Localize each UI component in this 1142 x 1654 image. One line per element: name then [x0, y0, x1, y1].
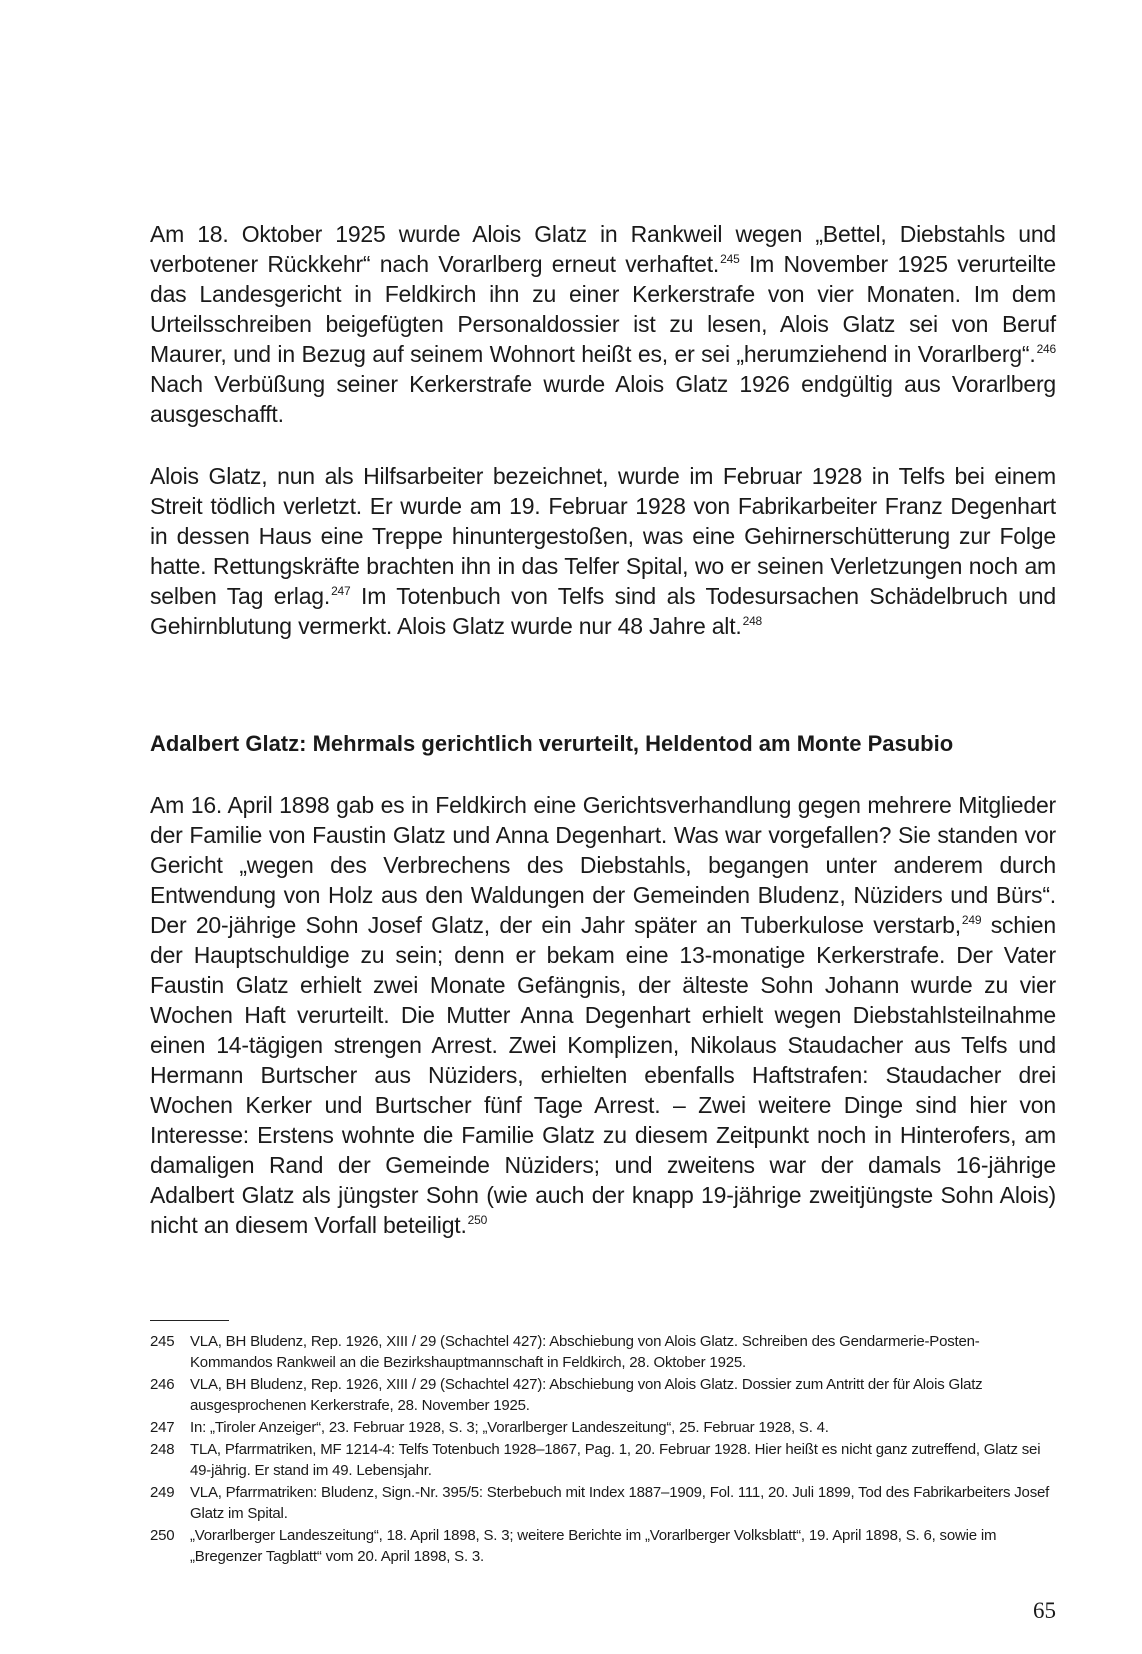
footnote-item [150, 1331, 1056, 1373]
footnote-number: 246 [150, 1376, 175, 1393]
paragraph-text: Nach Verbüßung seiner Kerkerstrafe wurde Alois Glatz 1926 endgültig aus Vorarlberg ausgeschafft. [150, 371, 1056, 427]
footnote-text: VLA, Pfarrmatriken: Bludenz, Sign.-Nr. 395/5: Sterbebuch mit Index 1887–1909, Fol. 111, 20. Juli 1899, Tod des Fabrikarbeiters Josef Glatz im Spital. [190, 1484, 1050, 1522]
page-number: 65 [1033, 1598, 1056, 1623]
footnote-reference-250[interactable]: 250 [467, 1213, 488, 1227]
footnote-item [150, 1417, 1056, 1438]
footnote-number: 248 [150, 1441, 175, 1458]
body-paragraph-3 [150, 790, 1056, 1240]
footnote-item [150, 1482, 1056, 1524]
footnote-number: 249 [150, 1484, 175, 1501]
footnote-text: TLA, Pfarrmatriken, MF 1214-4: Telfs Totenbuch 1928–1867, Pag. 1, 20. Februar 1928. Hier heißt es nicht ganz zutreffend, Glatz sei 49-jährig. Er stand im 49. Lebensjahr. [190, 1441, 1041, 1479]
paragraph-text: Am 16. April 1898 gab es in Feldkirch eine Gerichtsverhandlung gegen mehrere Mitglieder der Familie von Faustin Glatz und Anna Degenhart. Was war vorgefallen? Sie standen vor Gericht „wegen des Verbrechens des Diebstahls, begangen unter anderem durch Entwendung von Holz aus den Waldungen der Gemeinden Bludenz, Nüziders und Bürs“. Der 20-jährige Sohn Josef Glatz, der ein Jahr später an Tuberkulose verstarb, [150, 792, 1056, 938]
paragraph-text: schien der Hauptschuldige zu sein; denn er bekam eine 13-monatige Kerkerstrafe. Der Vater Faustin Glatz erhielt zwei Monate Gefängnis, der älteste Sohn Johann wurde zu vier Wochen Haft verurteilt. Die Mutter Anna Degenhart erhielt wegen Diebstahlsteilnahme einen 14-tägigen strengen Arrest. Zwei Komplizen, Nikolaus Staudacher aus Telfs und Hermann Burtscher aus Nüziders, erhielten ebenfalls Haftstrafen: Staudacher drei Wochen Kerker und Burtscher fünf Tage Arrest. – Zwei weitere Dinge sind hier von Interesse: Erstens wohnte die Familie Glatz zu diesem Zeitpunkt noch in Hinterofers, am damaligen Rand der Gemeinde Nüziders; und zweitens war der damals 16-jährige Adalbert Glatz als jüngster Sohn (wie auch der knapp 19-jährige zweitjüngste Sohn Alois) nicht an diesem Vorfall beteiligt. [150, 912, 1056, 1238]
footnote-reference-245[interactable]: 245 [720, 252, 740, 266]
footnote-text: VLA, BH Bludenz, Rep. 1926, XIII / 29 (Schachtel 427): Abschiebung von Alois Glatz. Schreiben des Gendarmerie-Posten-Kommandos Rankweil an die Bezirkshauptmannschaft in Feldkirch, 28. Oktober 1925. [190, 1333, 980, 1371]
footnote-text: „Vorarlberger Landeszeitung“, 18. April 1898, S. 3; weitere Berichte im „Vorarlberger Volksblatt“, 19. April 1898, S. 6, sowie im „Bregenzer Tagblatt“ vom 20. April 1898, S. 3. [190, 1527, 997, 1565]
footnote-number: 245 [150, 1333, 175, 1350]
footnote-item [150, 1439, 1056, 1481]
footnote-separator [150, 1320, 229, 1321]
body-paragraph-2 [150, 461, 1056, 641]
footnote-reference-249[interactable]: 249 [961, 913, 982, 927]
footnote-reference-248[interactable]: 248 [742, 614, 763, 628]
paragraph-text: Im November 1925 verurteilte das Landesgericht in Feldkirch ihn zu einer Kerkerstrafe von vier Monaten. Im dem Urteilsschreiben beigefügten Personaldossier ist zu lesen, Alois Glatz sei von Beruf Maurer, und in Bezug auf seinem Wohnort heißt es, er sei „herumziehend in Vorarlberg“. [150, 251, 1056, 367]
footnote-text: In: „Tiroler Anzeiger“, 23. Februar 1928, S. 3; „Vorarlberger Landeszeitung“, 25. Februar 1928, S. 4. [190, 1419, 829, 1436]
footnote-item [150, 1374, 1056, 1416]
footnote-reference-246[interactable]: 246 [1036, 342, 1056, 356]
footnote-reference-247[interactable]: 247 [331, 584, 351, 598]
footnote-number: 247 [150, 1419, 175, 1436]
paragraph-text: Im Totenbuch von Telfs sind als Todesursachen Schädelbruch und Gehirnblutung vermerkt. Alois Glatz wurde nur 48 Jahre alt. [150, 583, 1056, 639]
footnote-item [150, 1525, 1056, 1567]
body-paragraph-1 [150, 219, 1056, 429]
section-heading: Adalbert Glatz: Mehrmals gerichtlich verurteilt, Heldentod am Monte Pasubio [150, 731, 954, 756]
footnote-list [150, 1331, 1056, 1568]
footnote-text: VLA, BH Bludenz, Rep. 1926, XIII / 29 (Schachtel 427): Abschiebung von Alois Glatz. Dossier zum Antritt der für Alois Glatz ausgesprochenen Kerkerstrafe, 28. November 1925. [190, 1376, 983, 1414]
paragraph-text: Am 18. Oktober 1925 wurde Alois Glatz in Rankweil wegen „Bettel, Diebstahls und verbotener Rückkehr“ nach Vorarlberg erneut verhaftet. [150, 221, 1056, 277]
footnote-number: 250 [150, 1527, 175, 1544]
paragraph-text: Alois Glatz, nun als Hilfsarbeiter bezeichnet, wurde im Februar 1928 in Telfs bei einem Streit tödlich verletzt. Er wurde am 19. Februar 1928 von Fabrikarbeiter Franz Degenhart in dessen Haus eine Treppe hinuntergestoßen, was eine Gehirnerschütterung zur Folge hatte. Rettungskräfte brachten ihn in das Telfer Spital, wo er seinen Verletzungen noch am selben Tag erlag. [150, 463, 1056, 609]
